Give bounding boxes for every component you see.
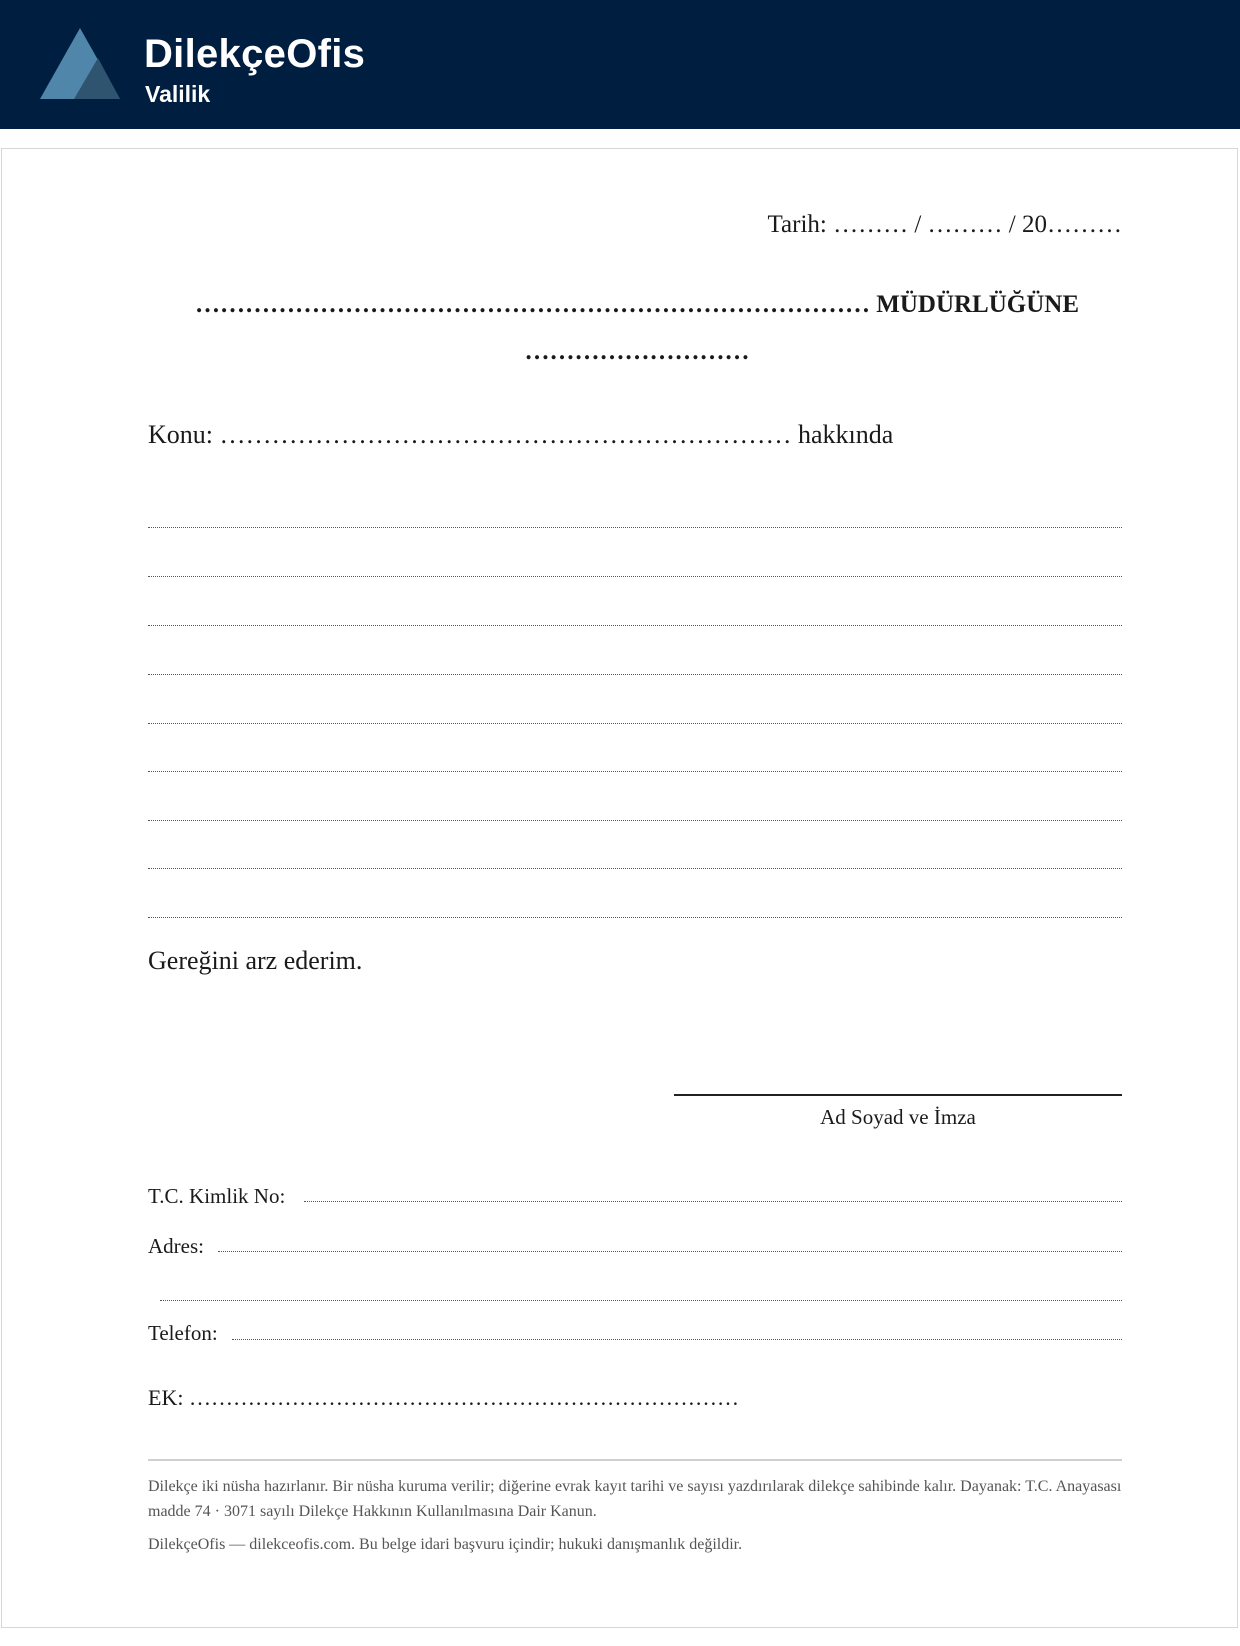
body-writing-line[interactable] xyxy=(148,576,1122,577)
body-writing-line[interactable] xyxy=(148,674,1122,675)
triangle-logo-icon xyxy=(40,28,120,99)
address-label: Adres: xyxy=(148,1234,204,1258)
closing-phrase: Gereğini arz ederim. xyxy=(148,946,363,975)
body-writing-line[interactable] xyxy=(148,625,1122,626)
signature-label: Ad Soyad ve İmza xyxy=(820,1105,976,1129)
address-field-continued[interactable] xyxy=(160,1300,1122,1301)
phone-field[interactable] xyxy=(232,1339,1122,1340)
addressee-line-continued: ……………………… xyxy=(524,338,750,365)
date-line: Tarih: ……… / ……… / 20……… xyxy=(767,211,1122,238)
body-writing-line[interactable] xyxy=(148,771,1122,772)
footer-divider xyxy=(148,1459,1122,1461)
phone-label: Telefon: xyxy=(148,1321,218,1345)
signature-line[interactable] xyxy=(674,1094,1122,1096)
body-writing-line[interactable] xyxy=(148,868,1122,869)
brand-name: DilekçeOfis xyxy=(144,32,366,76)
attachment-line: EK: ………………………………………………………………… xyxy=(148,1385,739,1410)
tc-id-field[interactable] xyxy=(304,1201,1122,1202)
address-field[interactable] xyxy=(218,1251,1122,1252)
app-header xyxy=(0,0,1240,129)
body-writing-line[interactable] xyxy=(148,820,1122,821)
body-writing-line[interactable] xyxy=(148,917,1122,918)
brand-subtitle: Valilik xyxy=(145,81,211,107)
body-writing-line[interactable] xyxy=(148,723,1122,724)
footer-note: Dilekçe iki nüsha hazırlanır. Bir nüsha kuruma verilir; diğerine evrak kayıt tarihi ve sayısı yazdırılarak dilekçe sahibinde kalır. Dayanak: T.C. Anayasası madde 74 · 3071 sayılı Dilekçe Hakkının Kullanılmasına Dair Kanun. xyxy=(148,1478,1122,1520)
footer-disclaimer: DilekçeOfis — dilekceofis.com. Bu belge idari başvuru içindir; hukuki danışmanlık değildir. xyxy=(148,1536,743,1553)
tc-id-label: T.C. Kimlik No: xyxy=(148,1184,286,1208)
body-writing-line[interactable] xyxy=(148,527,1122,528)
subject-line: Konu: ………………………………………………………… hakkında xyxy=(148,420,894,449)
addressee-line: ……………………………………………………………………… MÜDÜRLÜĞÜNE xyxy=(194,291,1080,318)
